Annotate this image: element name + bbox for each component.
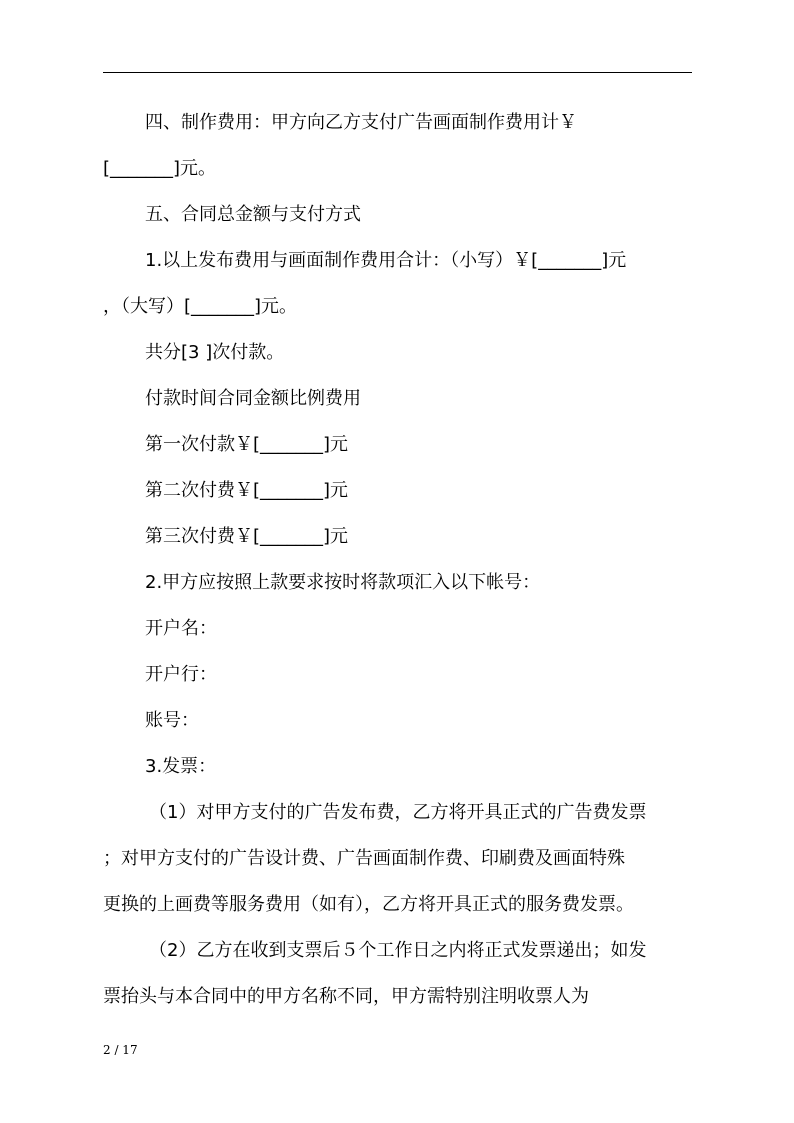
paragraph-production-fee: 四、制作费用：甲方向乙方支付广告画面制作费用计￥ [145,112,577,133]
paragraph-account-instruction: 2.甲方应按照上款要求按时将款项汇入以下帐号： [145,572,541,593]
paragraph-invoice-clause-2-cont: 票抬头与本合同中的甲方名称不同，甲方需特别注明收票人为 [103,986,589,1007]
paragraph-account-bank: 开户行： [145,664,217,685]
paragraph-payment-table-header: 付款时间合同金额比例费用 [145,388,361,409]
header-rule [103,72,692,73]
paragraph-invoice-clause-1-end: 更换的上画费等服务费用（如有），乙方将开具正式的服务费发票。 [103,894,634,915]
paragraph-production-fee-amount: [_______]元。 [103,158,217,179]
paragraph-invoice-clause-2: （2）乙方在收到支票后５个工作日之内将正式发票递出；如发 [149,940,647,961]
paragraph-third-payment: 第三次付费￥[_______]元 [145,526,349,547]
paragraph-first-payment: 第一次付款￥[_______]元 [145,434,349,455]
page-number: 2 / 17 [103,1043,138,1057]
paragraph-total-uppercase: ，（大写）[_______]元。 [103,296,298,317]
paragraph-total-lowercase: 1.以上发布费用与画面制作费用合计：（小写）￥[_______]元 [145,250,627,271]
paragraph-second-payment: 第二次付费￥[_______]元 [145,480,349,501]
paragraph-installments: 共分[3 ]次付款。 [145,342,285,363]
paragraph-invoice-heading: 3.发票： [145,756,217,777]
section-heading-total-amount: 五、合同总金额与支付方式 [145,204,361,225]
document-body [103,100,695,1020]
paragraph-invoice-clause-1: （1）对甲方支付的广告发布费，乙方将开具正式的广告费发票 [149,802,647,823]
paragraph-invoice-clause-1-cont: ；对甲方支付的广告设计费、广告画面制作费、印刷费及画面特殊 [103,848,625,869]
paragraph-account-number: 账号： [145,710,199,731]
paragraph-account-name: 开户名： [145,618,217,639]
